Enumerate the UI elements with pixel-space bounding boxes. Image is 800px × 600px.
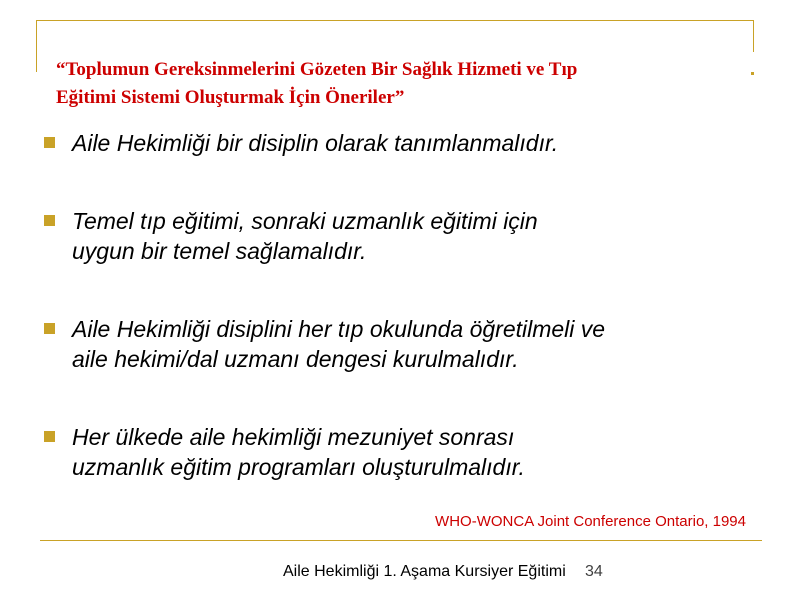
- square-bullet-icon: [44, 137, 55, 148]
- bullet-item: [44, 128, 558, 158]
- slide-title-line2: Eğitimi Sistemi Oluşturmak İçin Öneriler”: [56, 87, 405, 108]
- bullet-text-line2: uzmanlık eğitim programları oluşturulmalıdır.: [72, 454, 525, 480]
- frame-right-line: [753, 20, 754, 52]
- bullet-text-line1: Temel tıp eğitimi, sonraki uzmanlık eğitimi için: [72, 208, 538, 234]
- slide-title-line1: “Toplumun Gereksinmelerini Gözeten Bir Sağlık Hizmeti ve Tıp: [56, 59, 578, 80]
- square-bullet-icon: [44, 431, 55, 442]
- frame-corner-dot: [751, 72, 754, 75]
- bullet-text-line2: uygun bir temel sağlamalıdır.: [72, 238, 367, 264]
- bullet-text-line2: aile hekimi/dal uzmanı dengesi kurulmalıdır.: [72, 346, 519, 372]
- footer-text: Aile Hekimliği 1. Aşama Kursiyer Eğitimi: [283, 563, 566, 580]
- bullet-text-line1: Her ülkede aile hekimliği mezuniyet sonrası: [72, 424, 515, 450]
- slide-title: [56, 56, 736, 112]
- bullet-item: [44, 206, 538, 266]
- frame-top-line: [36, 20, 754, 21]
- square-bullet-icon: [44, 323, 55, 334]
- citation: WHO-WONCA Joint Conference Ontario, 1994: [435, 513, 746, 530]
- bullet-item: [44, 314, 605, 374]
- bullet-item: [44, 422, 525, 482]
- footer-divider: [40, 540, 762, 541]
- frame-left-line: [36, 20, 37, 72]
- bullet-text-line1: Aile Hekimliği disiplini her tıp okulunda öğretilmeli ve: [72, 316, 606, 342]
- bullet-text-line1: Aile Hekimliği bir disiplin olarak tanımlanmalıdır.: [72, 130, 559, 156]
- square-bullet-icon: [44, 215, 55, 226]
- page-number: 34: [585, 563, 603, 580]
